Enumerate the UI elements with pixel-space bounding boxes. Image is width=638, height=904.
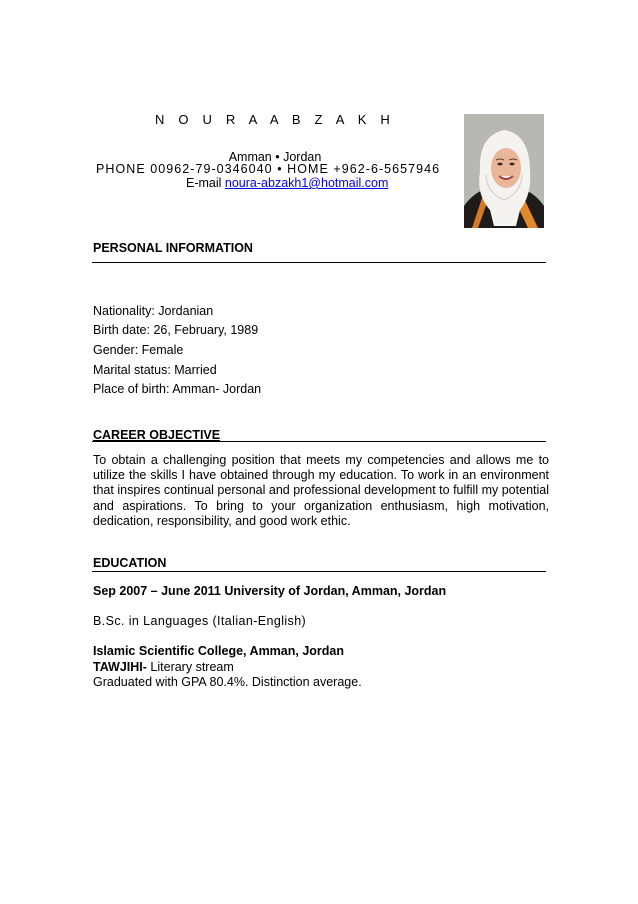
profile-photo bbox=[464, 114, 544, 228]
email-line bbox=[186, 176, 388, 190]
personal-information-heading: PERSONAL INFORMATION bbox=[93, 241, 253, 255]
gpa-line: Graduated with GPA 80.4%. Distinction average. bbox=[93, 675, 362, 689]
profile-photo-graphic bbox=[464, 114, 544, 228]
tawjihi-line bbox=[93, 660, 234, 674]
career-objective-heading: CAREER OBJECTIVE bbox=[93, 428, 221, 442]
tawjihi-label: TAWJIHI- bbox=[93, 660, 147, 674]
personal-information-divider bbox=[92, 262, 546, 263]
education-heading: EDUCATION bbox=[93, 556, 167, 570]
birth-date: Birth date: 26, February, 1989 bbox=[93, 323, 259, 337]
degree: B.Sc. in Languages (Italian-English) bbox=[93, 614, 307, 628]
nationality: Nationality: Jordanian bbox=[93, 304, 214, 318]
career-objective-divider bbox=[92, 441, 546, 442]
marital-status: Marital status: Married bbox=[93, 363, 217, 377]
tawjihi-stream: Literary stream bbox=[146, 660, 234, 674]
university-entry: Sep 2007 – June 2011 University of Jordan, Amman, Jordan bbox=[93, 584, 447, 598]
email-link[interactable]: noura-abzakh1@hotmail.com bbox=[224, 176, 389, 190]
career-objective-text: To obtain a challenging position that meets my competencies and allows me to utilize the skills I have obtained through my education. To work in an environment that inspires continual personal and professional development to fulfill my potential and aspirations. To bring to your organization enthusiasm, high motivation, dedication, responsibility, and good work ethic. bbox=[93, 453, 549, 528]
address-line: Amman • Jordan bbox=[228, 150, 322, 164]
gender: Gender: Female bbox=[93, 343, 184, 357]
place-of-birth: Place of birth: Amman- Jordan bbox=[93, 382, 262, 396]
email-prefix: E-mail bbox=[186, 176, 225, 190]
candidate-name: N O U R A A B Z A K H bbox=[155, 112, 395, 127]
education-divider bbox=[92, 571, 546, 572]
phone-line: PHONE 00962-79-0346040 • HOME +962-6-5657946 bbox=[96, 162, 441, 176]
college-entry: Islamic Scientific College, Amman, Jordan bbox=[93, 644, 345, 658]
